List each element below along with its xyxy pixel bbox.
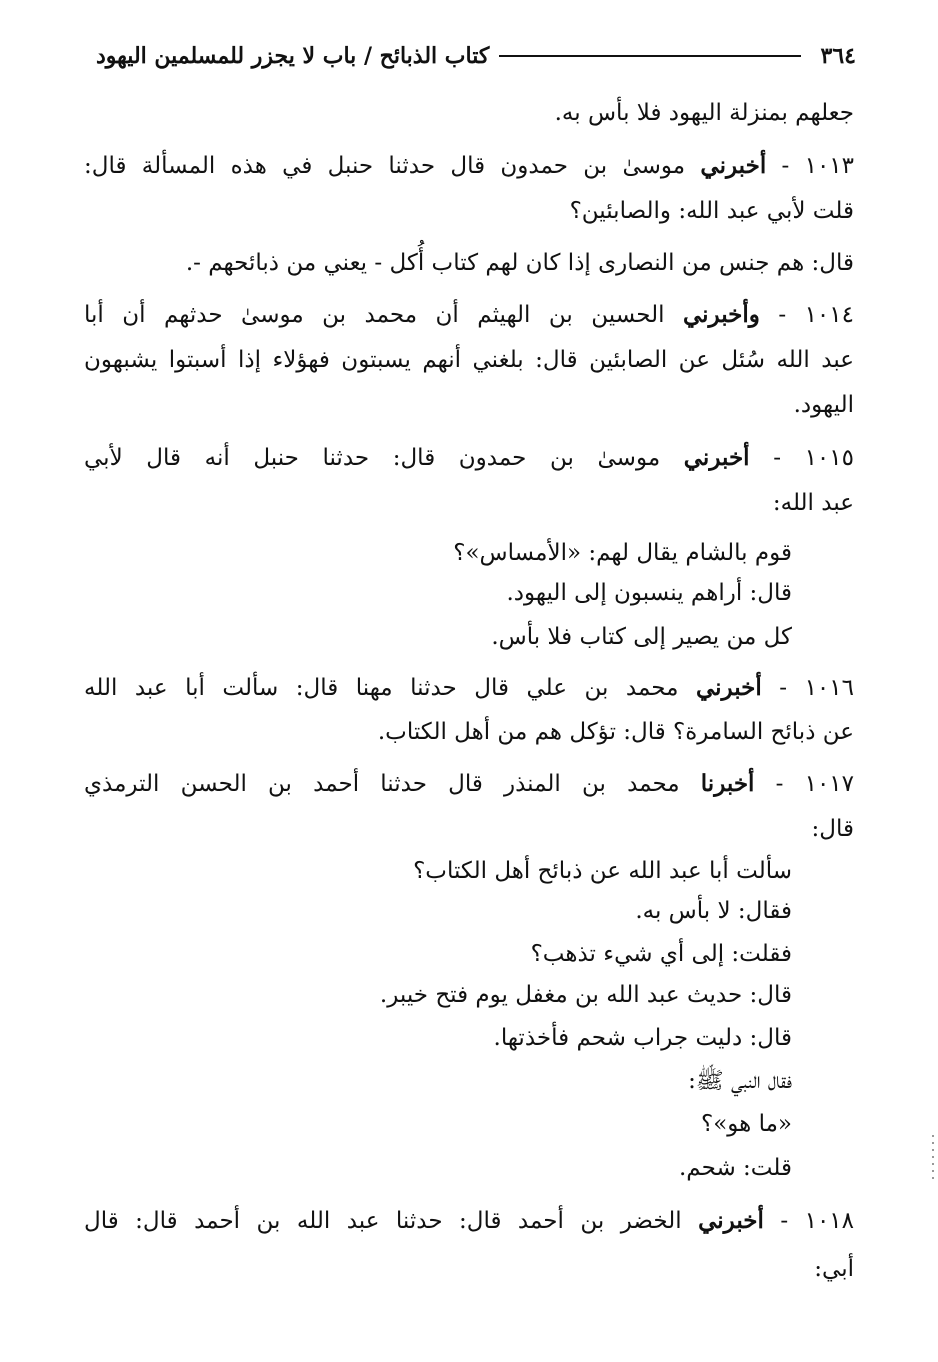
hadith-text: الحسين بن الهيثم أن محمد بن موسىٰ حدثهم أن أبا: [84, 302, 665, 328]
hadith-number: ١٠١٣ -: [781, 153, 855, 179]
text-line: [84, 100, 854, 126]
hadith-1015-line: [84, 445, 854, 471]
indented-line: [84, 1111, 792, 1137]
indented-line: [84, 941, 792, 967]
running-header: [96, 36, 856, 76]
page-number: ٣٦٤: [820, 43, 856, 69]
line-text: كل من يصير إلى كتاب فلا بأس.: [491, 624, 792, 650]
line-text: قال: دليت جراب شحم فأخذتها.: [493, 1025, 792, 1051]
indented-line: [84, 898, 792, 924]
text-line: [84, 1256, 854, 1282]
line-text: عبد الله:: [772, 490, 854, 516]
indented-line: [84, 982, 792, 1008]
hadith-text: محمد بن علي قال حدثنا مهنا قال: سألت أبا عبد الله: [84, 675, 679, 701]
line-text: فقال النبي ﷺ:: [688, 1068, 792, 1094]
hadith-text: موسىٰ بن حمدون قال: حدثنا حنبل أنه قال لأبي: [84, 445, 661, 471]
line-text: عن ذبائح السامرة؟ قال: تؤكل هم من أهل الكتاب.: [377, 719, 854, 745]
line-text: قال: حديث عبد الله بن مغفل يوم فتح خيبر.: [379, 982, 792, 1008]
hadith-lead: أخبرنا: [700, 770, 755, 797]
hadith-1014-line: [84, 302, 854, 328]
line-text: قلت: شحم.: [679, 1155, 792, 1181]
hadith-number: ١٠١٧ -: [775, 771, 855, 797]
hadith-1018-line: [84, 1208, 854, 1234]
text-line: [84, 490, 854, 516]
hadith-text: الخضر بن أحمد قال: حدثنا عبد الله بن أحمد قال: قال: [84, 1208, 682, 1234]
hadith-lead: وأخبرني: [682, 301, 760, 328]
hadith-number: ١٠١٦ -: [779, 675, 854, 701]
header-rule: [499, 55, 800, 57]
line-text: قال:: [811, 816, 854, 842]
indented-line: [84, 1025, 792, 1051]
hadith-lead: أخبرني: [698, 1207, 764, 1234]
text-line: [84, 198, 854, 224]
hadith-number: ١٠١٨ -: [780, 1208, 855, 1234]
hadith-number: ١٠١٥ -: [773, 445, 854, 471]
indented-line: [84, 580, 792, 606]
line-text: اليهود.: [793, 392, 854, 418]
text-line: [84, 816, 854, 842]
line-text: قال: أراهم ينسبون إلى اليهود.: [506, 580, 792, 606]
hadith-1013-line: [84, 153, 854, 179]
indented-line: [84, 1068, 792, 1094]
text-line: [84, 347, 854, 373]
line-text: سألت أبا عبد الله عن ذبائح أهل الكتاب؟: [413, 858, 792, 884]
indented-line: [84, 540, 792, 566]
scan-edge-mark: [932, 1135, 934, 1181]
hadith-text: موسىٰ بن حمدون قال حدثنا حنبل في هذه المسألة قال:: [84, 153, 686, 179]
line-text: فقال: لا بأس به.: [635, 898, 792, 924]
line-text: قال: هم جنس من النصارى إذا كان لهم كتاب أُكل - يعني من ذبائحهم -.: [185, 250, 854, 276]
hadith-text: محمد بن المنذر قال حدثنا أحمد بن الحسن الترمذي: [84, 771, 680, 797]
hadith-number: ١٠١٤ -: [778, 302, 854, 328]
hadith-lead: أخبرني: [700, 152, 767, 179]
line-text: عبد الله سُئل عن الصابئين قال: بلغني أنهم يسبتون فهؤلاء إذا أسبتوا يشبهون: [84, 347, 854, 373]
text-line: [84, 250, 854, 276]
hadith-lead: أخبرني: [695, 674, 762, 701]
indented-line: [84, 624, 792, 650]
indented-line: [84, 858, 792, 884]
running-title: كتاب الذبائح / باب لا يجزر للمسلمين اليهود: [96, 43, 490, 69]
line-text: أبي:: [814, 1256, 854, 1282]
line-text: قوم بالشام يقال لهم: «الأمساس»؟: [453, 540, 792, 566]
line-text: قلت لأبي عبد الله: والصابئين؟: [569, 198, 854, 224]
text-line: [84, 719, 854, 745]
line-text: جعلهم بمنزلة اليهود فلا بأس به.: [554, 100, 854, 126]
hadith-1016-line: [84, 675, 854, 701]
line-text: فقلت: إلى أي شيء تذهب؟: [530, 941, 792, 967]
hadith-1017-line: [84, 771, 854, 797]
indented-line: [84, 1155, 792, 1181]
text-line: [84, 392, 854, 418]
hadith-lead: أخبرني: [683, 444, 750, 471]
line-text: «ما هو»؟: [700, 1111, 792, 1137]
